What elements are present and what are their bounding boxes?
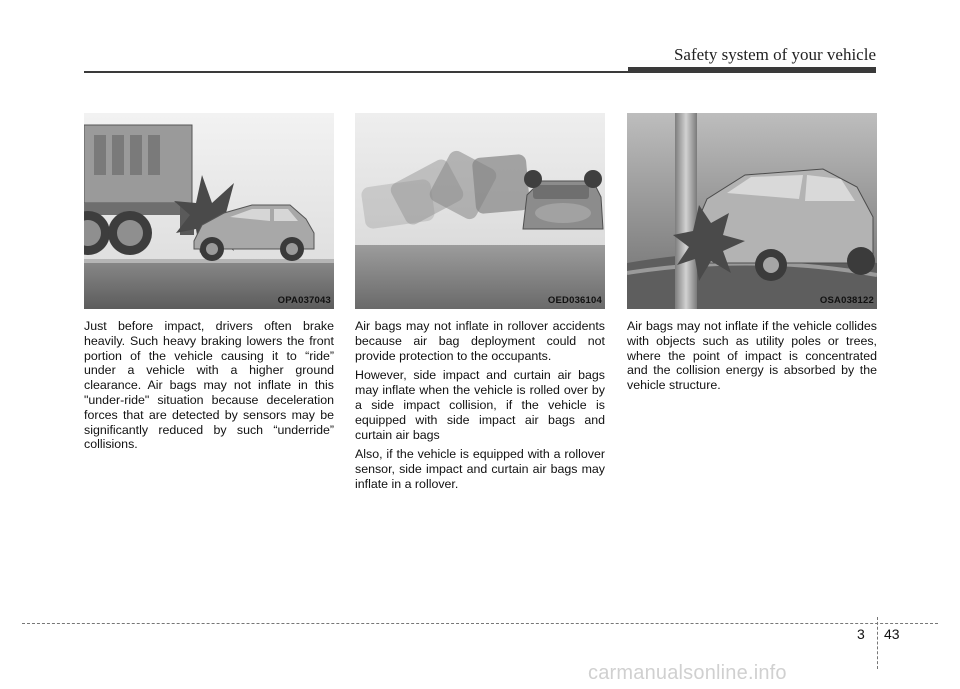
paragraph: Air bags may not inflate if the vehicle collides with objects such as utility poles or trees, where the point of impact is concentrated and the collision energy is absorbed by the vehicle structure. [627, 319, 877, 393]
pole-impact-illustration [627, 113, 877, 309]
figure-rollover [355, 113, 605, 309]
figure-code: OED036104 [547, 295, 602, 306]
paragraph: Also, if the vehicle is equipped with a rollover sensor, side impact and curtain air bags may inflate in a rollover. [355, 447, 605, 491]
text-column-2 [355, 319, 605, 497]
watermark: carmanualsonline.info [588, 662, 787, 684]
text-column-1 [84, 319, 334, 457]
text-column-3 [627, 319, 877, 398]
page-number: 43 [884, 626, 900, 642]
chapter-number: 3 [857, 626, 865, 642]
header-rule [84, 71, 876, 73]
footer-divider [22, 623, 938, 624]
footer-page-separator [877, 617, 878, 669]
figure-underride [84, 113, 334, 309]
figure-code: OPA037043 [277, 295, 331, 306]
figure-pole-impact [627, 113, 877, 309]
paragraph: However, side impact and curtain air bags may inflate when the vehicle is rolled over by a side impact collision, if the vehicle is equipped with side impact air bags and curtain air bags [355, 368, 605, 442]
paragraph: Air bags may not inflate in rollover accidents because air bag deployment could not provide protection to the occupants. [355, 319, 605, 363]
page-header-title: Safety system of your vehicle [673, 45, 876, 64]
rollover-illustration [355, 113, 605, 309]
figure-code: OSA038122 [819, 295, 874, 306]
underride-illustration [84, 113, 334, 309]
paragraph: Just before impact, drivers often brake heavily. Such heavy braking lowers the front portion of the vehicle causing it to “ride” under a vehicle with a higher ground clearance. Air bags may not inflate in this "under-ride" situation because deceleration forces that are detected by sensors may be significantly reduced by such “underride” collisions. [84, 319, 334, 452]
